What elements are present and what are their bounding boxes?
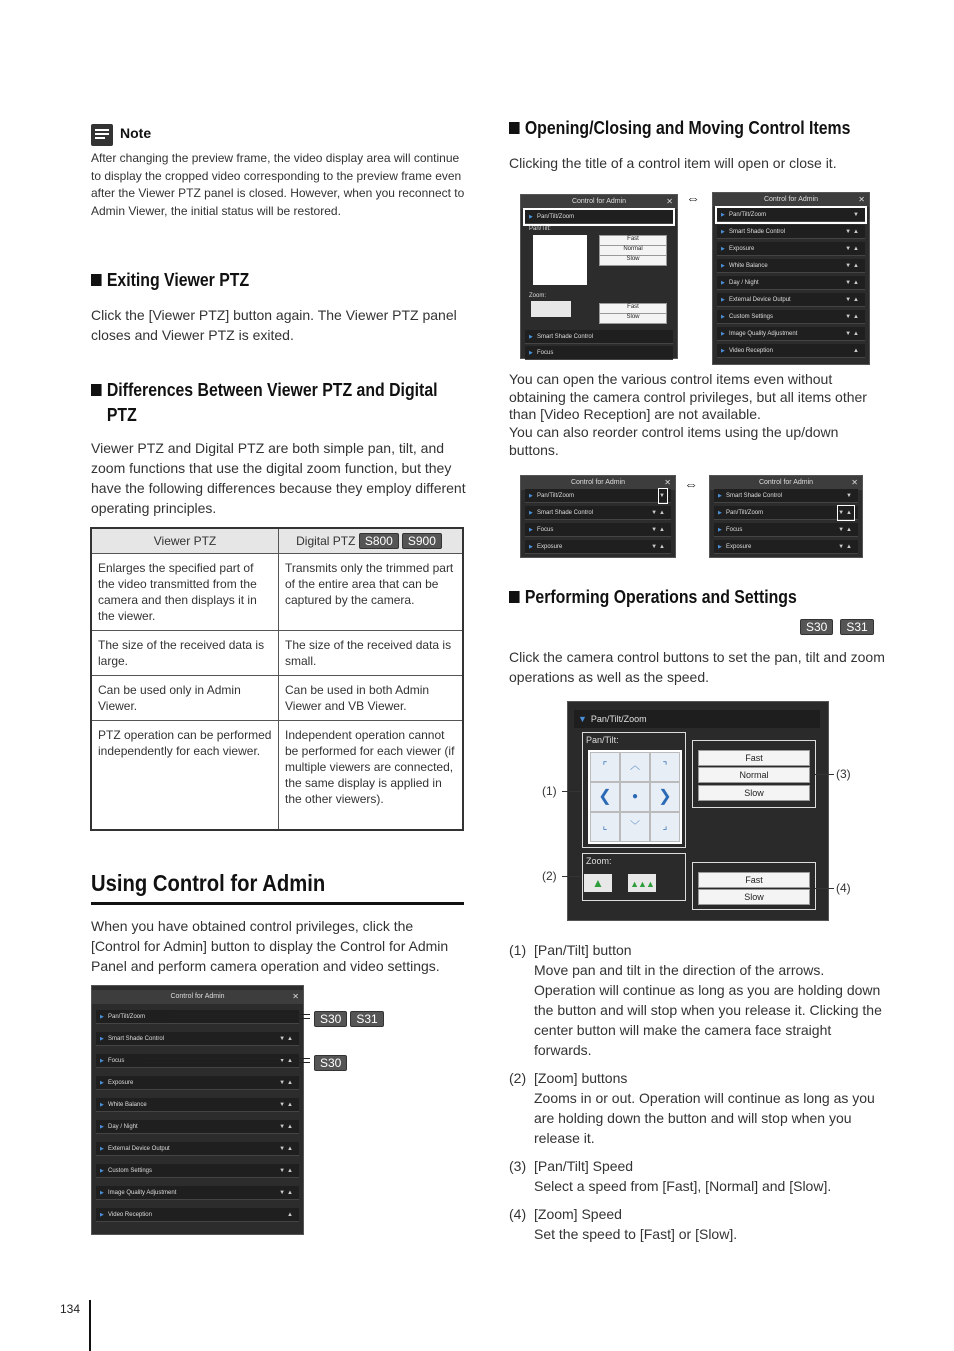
- panel-item-label: Day / Night: [729, 280, 759, 286]
- panel-item-label: White Balance: [729, 263, 768, 269]
- reorder-panel-after: [709, 475, 863, 558]
- reorder-panel-before: [520, 475, 676, 558]
- panel-title: [713, 193, 869, 207]
- panel-item[interactable]: [525, 540, 671, 554]
- swap-arrow-icon: ⇔: [684, 476, 698, 492]
- note-title: Note: [120, 125, 152, 141]
- panel-item-label: Day / Night: [108, 1124, 138, 1130]
- panel-item[interactable]: [717, 225, 865, 239]
- panel-item-label: Focus: [537, 527, 554, 533]
- close-icon[interactable]: ✕: [292, 992, 299, 1001]
- badge-s31: S31: [350, 1011, 383, 1027]
- differences-heading: [91, 378, 478, 428]
- list-item-number: (3): [509, 1158, 527, 1174]
- list-item-number: (4): [509, 1206, 527, 1222]
- zoom-speed-fast[interactable]: Fast: [698, 872, 810, 888]
- note-text: After changing the preview frame, the video display area will continue to display the cropped video corresponding to the preview frame even after the Viewer PTZ panel is closed. However, when you reconnect to Admin Viewer, the initial status will be restored.: [91, 151, 465, 218]
- list-item-desc: Set the speed to [Fast] or [Slow].: [534, 1226, 738, 1242]
- panel-item[interactable]: [717, 327, 865, 341]
- pan-tilt-pad: [533, 235, 587, 285]
- up-down-icon[interactable]: ▼▲: [651, 510, 667, 516]
- panel-item-label: Exposure: [108, 1080, 134, 1086]
- zoom-label: Zoom:: [586, 856, 612, 866]
- table-header-viewer-ptz: Viewer PTZ: [91, 528, 279, 554]
- callout-3: (3): [836, 767, 851, 781]
- panel-item[interactable]: [717, 310, 865, 324]
- table-cell: Transmits only the trimmed part of the entire area that can be captured by the camera.: [279, 554, 464, 631]
- down-icon[interactable]: ▼: [846, 493, 854, 499]
- panel-item-label: Exposure: [729, 246, 755, 252]
- panel-title: [710, 476, 862, 490]
- ptz-title-bar: [574, 710, 820, 728]
- panel-item-label: Pan/Tilt/Zoom: [729, 212, 767, 218]
- list-item-number: (2): [509, 1070, 527, 1086]
- arrow-down-right-icon[interactable]: ⌟: [650, 812, 680, 842]
- callout-2: (2): [542, 869, 557, 883]
- exiting-heading-text: Exiting Viewer PTZ: [106, 270, 250, 290]
- speed-normal[interactable]: Normal: [698, 767, 810, 783]
- table-cell: PTZ operation can be performed independently for each viewer.: [91, 721, 279, 831]
- panel-item-label: Image Quality Adjustment: [108, 1190, 177, 1196]
- up-icon[interactable]: ▲: [853, 348, 861, 354]
- trees-icon: ▲▲▲: [630, 879, 654, 889]
- list-item-title: [Zoom] Speed: [534, 1206, 622, 1222]
- using-heading: Using Control for Admin: [91, 870, 326, 896]
- opening-heading-text: Opening/Closing and Moving Control Items: [524, 118, 851, 138]
- page-number: 134: [60, 1302, 81, 1316]
- panel-item-label: External Device Output: [108, 1146, 170, 1152]
- down-icon[interactable]: ▼: [853, 212, 861, 218]
- panel-item-pan-tilt-zoom[interactable]: [717, 208, 865, 222]
- performing-badges: [800, 618, 877, 636]
- up-down-icon[interactable]: ▼▲: [845, 229, 861, 235]
- panel-item-label: Smart Shade Control: [729, 229, 786, 235]
- using-heading-rule: [91, 902, 464, 905]
- model-badges-row2: [314, 1054, 350, 1072]
- panel-item[interactable]: [525, 506, 671, 520]
- arrow-down-left-icon[interactable]: ⌞: [590, 812, 620, 842]
- panel-item[interactable]: [717, 276, 865, 290]
- arrow-left-icon[interactable]: ❮: [590, 782, 620, 812]
- pan-tilt-pad: [588, 750, 682, 844]
- zoom-speed-slow[interactable]: Slow: [698, 889, 810, 905]
- panel-item[interactable]: [714, 506, 858, 520]
- panel-title-text: Control for Admin: [570, 479, 626, 486]
- table-cell: Enlarges the specified part of the video transmitted from the camera and then displays it in the viewer.: [91, 554, 279, 631]
- panel-item-label: Video Reception: [108, 1212, 152, 1218]
- table-cell: Can be used in both Admin Viewer and VB Viewer.: [279, 676, 464, 721]
- up-down-icon[interactable]: ▼▲: [838, 527, 854, 533]
- collapsed-panel: [712, 192, 870, 365]
- panel-item-label: Focus: [537, 350, 554, 356]
- up-down-icon[interactable]: ▼▲: [845, 297, 861, 303]
- panel-title: [521, 195, 677, 209]
- panel-item-label: Smart Shade Control: [108, 1036, 165, 1042]
- badge-s31: S31: [840, 619, 873, 635]
- table-row: [91, 676, 463, 721]
- panel-item-label: Pan/Tilt/Zoom: [726, 510, 764, 516]
- zoom-in-button[interactable]: [584, 874, 612, 892]
- table-row: [91, 631, 463, 676]
- up-down-icon[interactable]: ▼▲: [845, 314, 861, 320]
- up-down-icon[interactable]: ▼▲: [845, 263, 861, 269]
- close-icon[interactable]: ✕: [858, 195, 865, 204]
- panel-item[interactable]: [717, 259, 865, 273]
- control-for-admin-panel: [91, 985, 304, 1235]
- panel-item-label: Pan/Tilt/Zoom: [537, 214, 575, 220]
- tree-icon: ▲: [592, 876, 604, 890]
- arrow-up-right-icon[interactable]: ⌝: [650, 752, 680, 782]
- panel-title-text: Control for Admin: [571, 198, 627, 205]
- speed-fast[interactable]: Fast: [599, 235, 667, 246]
- panel-item-label: Smart Shade Control: [537, 510, 594, 516]
- table-header-digital-ptz-label: Digital PTZ: [296, 534, 356, 548]
- badge-s900: S900: [402, 533, 442, 549]
- zoom-out-button[interactable]: [628, 874, 656, 892]
- panel-title-text: Control for Admin: [763, 196, 819, 203]
- list-item-title: [Pan/Tilt] Speed: [534, 1158, 634, 1174]
- list-item: [509, 1156, 884, 1196]
- pan-tilt-label: Pan/Tilt:: [529, 226, 551, 232]
- panel-item-external-device[interactable]: [96, 1142, 299, 1156]
- list-item-desc: Move pan and tilt in the direction of the arrows. Operation will continue as long as you are holding down the button and will stop when you release it. Clicking the center button will make the camera face straight forwards.: [534, 962, 882, 1058]
- panel-item-focus[interactable]: [525, 346, 673, 360]
- close-icon[interactable]: ✕: [851, 478, 858, 487]
- badge-s30: S30: [314, 1011, 347, 1027]
- table-row: [91, 721, 463, 831]
- panel-item-label: Pan/Tilt/Zoom: [537, 493, 575, 499]
- callout-line: [562, 876, 581, 877]
- down-icon[interactable]: ▼: [659, 489, 667, 503]
- panel-item-label: Exposure: [726, 544, 752, 550]
- close-icon[interactable]: ✕: [664, 478, 671, 487]
- panel-item-label: Smart Shade Control: [726, 493, 783, 499]
- table-cell: The size of the received data is small.: [279, 631, 464, 676]
- panel-item-video-reception[interactable]: [96, 1208, 299, 1222]
- list-item-number: (1): [509, 942, 527, 958]
- differences-text: Viewer PTZ and Digital PTZ are both simple pan, tilt, and zoom functions that use the digital zoom function, but they have the following differences because they employ different operating principles.: [91, 440, 466, 516]
- up-down-icon[interactable]: ▼▲: [279, 1124, 295, 1130]
- list-item-desc: Zooms in or out. Operation will continue as long as you are holding down the button and will stop when you release it.: [534, 1090, 875, 1146]
- callout-line: [815, 888, 834, 889]
- pan-tilt-label: Pan/Tilt:: [586, 735, 619, 745]
- center-button-icon[interactable]: ●: [620, 782, 650, 812]
- footer-rule: [89, 1300, 91, 1351]
- list-item-title: [Pan/Tilt] button: [534, 942, 632, 958]
- arrow-down-icon[interactable]: ﹀: [620, 812, 650, 842]
- speed-fast[interactable]: Fast: [698, 750, 810, 766]
- arrow-right-icon[interactable]: ❯: [650, 782, 680, 812]
- callout-4: (4): [836, 881, 851, 895]
- note-icon: [91, 124, 113, 146]
- arrow-up-icon[interactable]: ︿: [620, 752, 650, 782]
- table-cell: Can be used only in Admin Viewer.: [91, 676, 279, 721]
- exiting-text: Click the [Viewer PTZ] button again. The Viewer PTZ panel closes and Viewer PTZ is exited.: [91, 307, 457, 343]
- swap-arrow-icon: ⇔: [686, 190, 700, 206]
- exiting-heading: [91, 270, 469, 291]
- table-cell: Independent operation cannot be performed for each viewer (if multiple viewers are connected, the same display is applied in the other viewers).: [279, 721, 464, 831]
- panel-item-label: White Balance: [108, 1102, 147, 1108]
- close-icon[interactable]: ✕: [666, 197, 673, 206]
- list-item-desc: Select a speed from [Fast], [Normal] and [Slow].: [534, 1178, 832, 1194]
- panel-item-label: Pan/Tilt/Zoom: [108, 1014, 146, 1020]
- panel-item-label: Exposure: [537, 544, 563, 550]
- comparison-table: [90, 527, 464, 831]
- speed-normal[interactable]: Normal: [599, 245, 667, 256]
- up-down-icon[interactable]: ▼▲: [651, 544, 667, 550]
- panel-item-pan-tilt-zoom[interactable]: [525, 210, 673, 224]
- up-down-icon[interactable]: ▼▲: [845, 246, 861, 252]
- panel-item-label: External Device Output: [729, 297, 791, 303]
- panel-item-label: Smart Shade Control: [537, 334, 594, 340]
- panel-item[interactable]: [717, 293, 865, 307]
- zoom-label: Zoom:: [529, 293, 547, 299]
- performing-heading-text: Performing Operations and Settings: [524, 587, 797, 607]
- badge-s30: S30: [314, 1055, 347, 1071]
- zoom-speed-slow[interactable]: Slow: [599, 313, 667, 324]
- opening-text2: You can open the various control items even without obtaining the camera control privileges, but all items other than [Video Reception] are not available.: [509, 371, 867, 422]
- up-down-icon[interactable]: ▼▲: [838, 544, 854, 550]
- panel-item[interactable]: [717, 242, 865, 256]
- table-header-digital-ptz: [279, 528, 464, 554]
- up-down-icon[interactable]: ▼▲: [845, 280, 861, 286]
- panel-item-white-balance[interactable]: [96, 1098, 299, 1112]
- panel-item-label: Focus: [726, 527, 743, 533]
- opening-text3: You can also reorder control items using the up/down buttons.: [509, 424, 839, 458]
- callout-line: [143, 1058, 310, 1063]
- performing-heading: [509, 587, 896, 608]
- up-down-icon[interactable]: ▼▲: [838, 506, 854, 520]
- panel-item-label: Focus: [108, 1058, 125, 1064]
- using-text: When you have obtained control privileges, click the [Control for Admin] button to display the Control for Admin Panel and perform camera operation and video settings.: [91, 918, 449, 974]
- list-item-title: [Zoom] buttons: [534, 1070, 628, 1086]
- panel-item-image-quality[interactable]: [96, 1186, 299, 1200]
- panel-item-smart-shade[interactable]: [525, 330, 673, 344]
- up-down-icon[interactable]: ▼▲: [279, 1190, 295, 1196]
- badge-s30: S30: [800, 619, 833, 635]
- opening-heading: [509, 118, 896, 139]
- panel-item[interactable]: [714, 540, 858, 554]
- up-down-icon[interactable]: ▼▲: [651, 527, 667, 533]
- table-header-row: [91, 528, 463, 554]
- panel-item[interactable]: [714, 489, 858, 503]
- up-down-icon[interactable]: ▼▲: [279, 1146, 295, 1152]
- list-item: [509, 1204, 884, 1244]
- panel-item[interactable]: [525, 523, 671, 537]
- panel-item-label: Image Quality Adjustment: [729, 331, 798, 337]
- up-down-icon[interactable]: ▼▲: [279, 1058, 295, 1064]
- up-down-icon[interactable]: ▼▲: [279, 1102, 295, 1108]
- table-row: [91, 554, 463, 631]
- panel-item-smart-shade[interactable]: [96, 1032, 299, 1046]
- speed-slow[interactable]: Slow: [698, 785, 810, 801]
- model-badges-row1: [314, 1010, 387, 1028]
- ptz-figure: [567, 701, 829, 921]
- callout-line: [562, 791, 581, 792]
- panel-item-label: Custom Settings: [729, 314, 774, 320]
- panel-item-custom-settings[interactable]: [96, 1164, 299, 1178]
- panel-title-text: Control for Admin: [758, 479, 814, 486]
- up-down-icon[interactable]: ▼▲: [845, 331, 861, 337]
- panel-item[interactable]: [714, 523, 858, 537]
- differences-heading-line2: PTZ: [106, 405, 137, 425]
- panel-item-exposure[interactable]: [96, 1076, 299, 1090]
- zoom-speed-fast[interactable]: Fast: [599, 303, 667, 314]
- opening-text1: Clicking the title of a control item will open or close it.: [509, 155, 837, 171]
- chevron-down-icon: ▼: [578, 714, 587, 724]
- callout-line: [170, 1014, 310, 1019]
- panel-item-day-night[interactable]: [96, 1120, 299, 1134]
- up-icon[interactable]: ▲: [287, 1212, 295, 1218]
- list-item: [509, 940, 884, 1060]
- panel-title: [92, 990, 303, 1004]
- panel-item[interactable]: [717, 344, 865, 358]
- panel-item-label: Custom Settings: [108, 1168, 153, 1174]
- panel-title-text: Control for Admin: [170, 993, 225, 1000]
- table-cell: The size of the received data is large.: [91, 631, 279, 676]
- up-down-icon[interactable]: ▼▲: [279, 1168, 295, 1174]
- panel-title: [521, 476, 675, 490]
- list-item: [509, 1068, 884, 1148]
- panel-item-label: Video Reception: [729, 348, 773, 354]
- up-down-icon[interactable]: ▼▲: [279, 1080, 295, 1086]
- callout-line: [815, 774, 834, 775]
- callout-1: (1): [542, 784, 557, 798]
- badge-s800: S800: [359, 533, 399, 549]
- ptz-title-text: Pan/Tilt/Zoom: [590, 714, 647, 724]
- differences-heading-line1: Differences Between Viewer PTZ and Digital: [106, 380, 438, 400]
- speed-slow[interactable]: Slow: [599, 255, 667, 266]
- performing-text: Click the camera control buttons to set the pan, tilt and zoom operations as well as the speed.: [509, 649, 885, 685]
- panel-item[interactable]: [525, 489, 671, 503]
- arrow-up-left-icon[interactable]: ⌜: [590, 752, 620, 782]
- zoom-pad: [531, 301, 571, 317]
- up-down-icon[interactable]: ▼▲: [279, 1036, 295, 1042]
- expanded-panel: [520, 194, 678, 359]
